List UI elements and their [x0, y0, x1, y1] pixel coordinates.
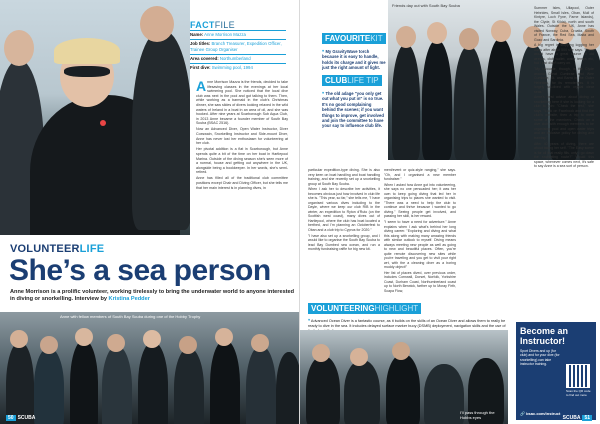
- club-life-tip-box: [322, 70, 386, 129]
- volunteering-highlight-box: [308, 298, 508, 333]
- qr-label: Scan the QR code to find out more: [566, 389, 591, 397]
- quote-icon: ❝: [308, 319, 311, 323]
- standfirst: Anne Morrison is a prolific volunteer, working tirelessly to bring the underwater world to anyone interested in diving or snorkelling. Interview by Kristina Pedder: [10, 289, 295, 302]
- fact-file-box: [190, 20, 286, 72]
- qr-code-icon[interactable]: [566, 364, 590, 388]
- fact-file-row-name: Name: Anne Morrison Mazza: [190, 30, 286, 39]
- body-paragraph: Summer Isles, Ullapool, Outer Hebrides, Small Isles, Oban, Mull of Kintyre, Loch Fyne, Farne Islands), the Clyde, St Kilda), north and south Wales. Outside the UK, Anne has visited Norway, Cuba, Croatia, South of France, the Red Sea, Malta and Gozo and Sardinia.: [534, 6, 594, 42]
- body-paragraph: Anne's best advice about diving or snorkelling here if she is looking for a club to join: "Check the rest," she says. "Look on Facebook and find the club's website, then a trip to meet some of the members. Check on a dive club with enough members to be organising pool and open water trips and an inclusive policy for diving and training.": [534, 95, 594, 140]
- club-life-tip-text: ❝ The old adage "you only get out what you put in" is so true. It's no good complaining behind the scenes; if you want things to improve, get involved and join the committee to have your say to influence club life.: [322, 91, 384, 129]
- photo-caption: Friends day out with South Bay Scuba: [392, 3, 460, 8]
- photo-caption: Anne with fellow members of South Bay Scuba during one of the Hobby Trophy: [60, 314, 201, 319]
- intro-paragraph: Now an Advanced Diver, Open Water Instructor, Diver Coxswain, Snorkelling Instructor and Side-mount Diver, Anne has never lost her enthusiasm for volunteering at her club.: [196, 127, 288, 146]
- body-paragraph: A big regret is stopping logging her dives after about 500 she says. "If you would have a great source of old wrecks, club wallet, water temps etc, but I just didn't carry on.: [534, 43, 594, 66]
- favourite-kit-title: FAVOURITEKIT: [322, 33, 386, 44]
- body-paragraph: When I asked how Anne got into volunteering, she says no one persuaded her; it was her own to keep going diving that led her in organising trips to places she wanted to visit. "There was a need to help the club to continue and thrive because I wanted to go diving." Seeing people get involved, and passing her skill, is her reward.: [384, 182, 456, 219]
- fact-file-row-first-dive: First dive: Swimming pool, 1994: [190, 63, 286, 72]
- highlight-title: VOLUNTEERINGHIGHLIGHT: [308, 303, 421, 314]
- body-column-2: [384, 168, 456, 295]
- divers-boat-photo: [300, 330, 508, 424]
- quote-icon: ❝: [322, 91, 325, 96]
- quote-icon: ❝: [322, 49, 325, 54]
- group-photo: [0, 312, 300, 424]
- favourite-kit-text: ❝ My GravityWave torch because it is easy to handle, holds its charge and it gives me just the right amount of light.: [322, 49, 386, 71]
- body-paragraph: "I have also set up a snorkelling group, and I would like to organise the South Bay Scuba to lead Bay Dumbed sea ocean, and run a monthly fundraising raffle for big new kit.: [308, 233, 380, 252]
- body-paragraph: particular expedition-type diving. She is also very keen on boat handling and boat handling training, and she recently set up a snorkelling group at South Bay Scuba.: [308, 168, 380, 186]
- body-paragraph: After 40 years of diving, there are about taking her self. "The Easy scene is for all that really fills, only I go down the snorkeling route?" Would this space, whenever comes next, it's safe to say Anne is a sea sort of person.: [534, 141, 594, 169]
- portrait-photo: [0, 0, 190, 235]
- body-paragraph: ment/event or quiz-style ranging," she says. "Oh, and I organised a new member fundraiser.": [384, 168, 456, 181]
- body-column-1: [308, 168, 380, 253]
- instructor-promo-box: [516, 322, 596, 420]
- author-name: Kristina Pedder: [108, 296, 150, 302]
- club-life-tip-title: CLUBLIFE TIP: [322, 75, 382, 86]
- intro-paragraph: Anne Morrison Mazza is the friends, decided to take lifesaving classes in the evenings at her local swimming pool. She noticed that the local dive club was next in the pool and got talking to them. Then, while working as a barmaid in the club's Christmas dinner, she saw slides of divers looking relaxed in the wild waters of Ireland in a boat in an area of oil, and she was hooked. After nine years at Scarborough Sub Aqua Club, in 2013 Anne became a founder member of South Bay Scuba (BSAC 2516).: [196, 78, 288, 126]
- body-paragraph: "I seem to have a need for adventure." Anne explains when I ask what's behind her long diving career. "Exploring and diving and what this along with making many amazing friends with similar outlook to myself. Diving means always meeting new people as well as going to new and beautiful places. Often, you're quite remote discovering new sites while you're traveling and you get to visit your right wrt, with the a cleaning diver as a boring muddy object!": [384, 220, 456, 270]
- section-kicker: VOLUNTEERLIFE: [10, 243, 105, 255]
- intro-paragraph: Her pivotal addition is a flat in Scarborough, but Anne spends quite a bit of the time on her boat in Hartlepool Marina. Outside of the diving season she's seen more of a normal, house and getting out anywhere in the UK, alongside being a bookkeeper. In her words, she's semi-retired.: [196, 147, 288, 175]
- drop-cap: A: [196, 78, 207, 94]
- photo-caption: I'll pass through the Hobbs eyes: [460, 410, 495, 420]
- body-paragraph: When I ask her to describe her activities, it becomes obvious just how involved in club life she is. "This year, so far," she tells me, "I have organised various dives including to the Dayle, where we keep our club RIB in the winter, an expedition to Ryton d'Ruto (on the Scottish west coast), many dives out of Hartlepool, where the club has boat located a berthed, and I'm planning an Octoberfest to Oban and a club trip to Cyprus for 2020.": [308, 187, 380, 232]
- page-number-right: SCUBA 51: [562, 415, 590, 421]
- fact-file-row-job: Job titles: Branch Treasurer, Expedition Officer, Trainee Group Organiser: [190, 39, 286, 54]
- article-headline: She’s a sea person: [9, 254, 271, 287]
- fact-file-title: FACTFILE: [190, 20, 235, 30]
- intro-text-column: [196, 80, 288, 192]
- intro-paragraph: Anne has filled all of the traditional club committee positions except Chair and Diving Officer, but she tells me that her main interest is in planning dives, in: [196, 176, 288, 190]
- body-column-3: [534, 6, 594, 170]
- favourite-kit-box: [322, 28, 386, 71]
- promo-link[interactable]: 🔗 bsac.com/instruct: [520, 411, 561, 416]
- body-paragraph: Her list of places dived, over previous order, includes Cornwall, Dorset, Norfolk, Yorkshire Coast, Durham Coast, Northumberland coast up to North Berwick, farther up to Moray Firth, Scapa Flow,: [384, 270, 456, 293]
- body-paragraph: "My favourite, though, is the Clyde around Great Cumbrae and Wee Cumbrae, St. and Barra in the Outer Hebrides, for its remoteness. It is largely un-dived with crystal clear seas.": [534, 67, 594, 94]
- fact-file-row-area: Area covered: Northumberland: [190, 54, 286, 63]
- promo-text: Sport Divers and up (for club) and for your dive (for snorkelling) can take instructor training.: [520, 349, 560, 367]
- right-page: [300, 0, 600, 424]
- promo-title: Become an Instructor!: [520, 326, 569, 346]
- page-number-left: 50 SCUBA: [8, 415, 36, 421]
- highlight-text: ❝ Advanced Ocean Diver is a fantastic course, as it builds on the skills of an Ocean Diver and allows them to really be ready to dive in the sea. It includes delayed surface marker buoy (DSMB) deployment, navigation skills and the use of: [308, 319, 506, 328]
